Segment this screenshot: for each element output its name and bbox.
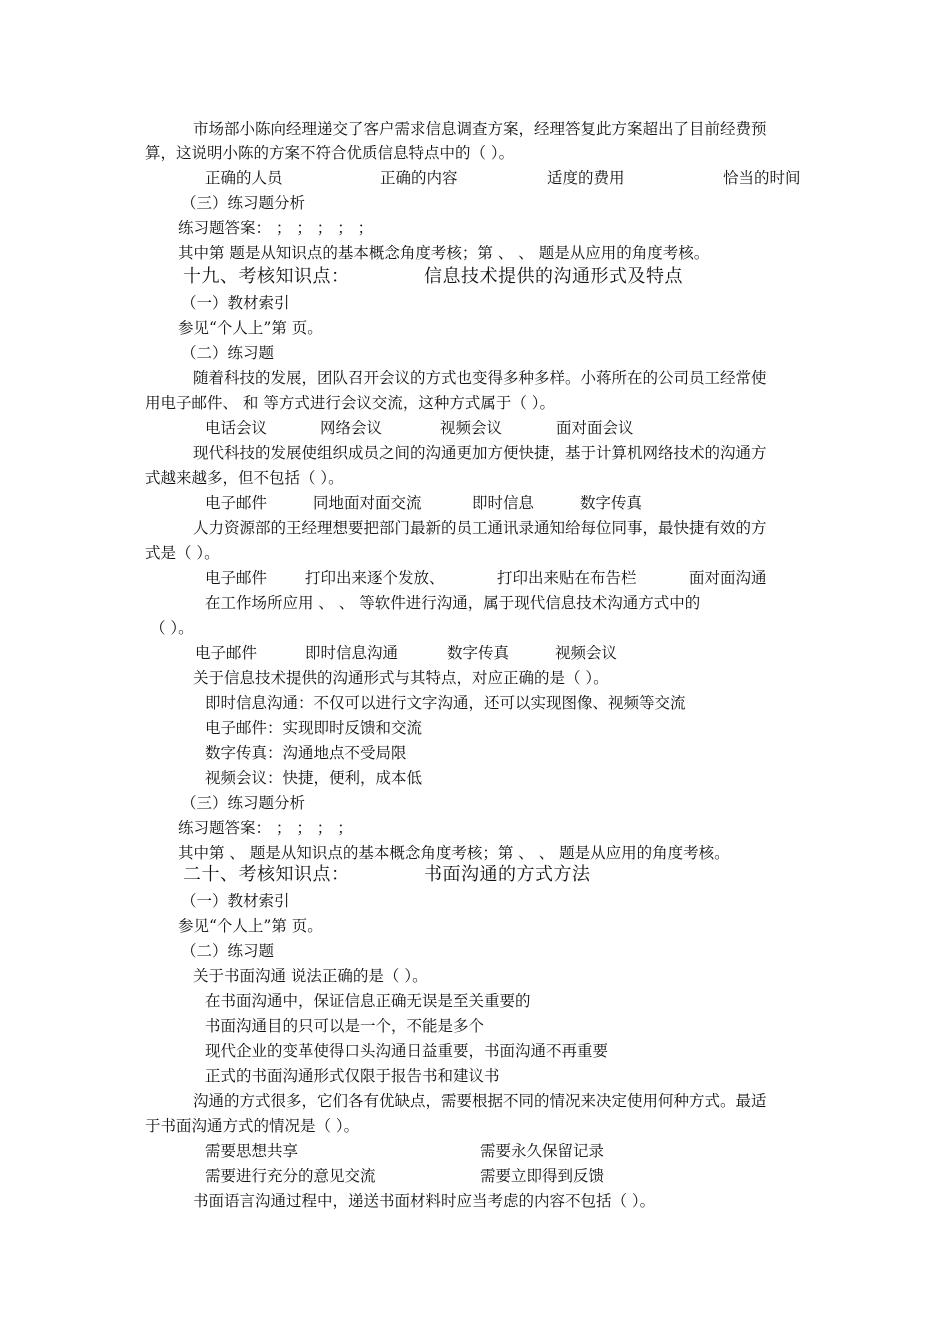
reference-line: 参见“个人上”第 页。 [178, 319, 323, 337]
section-title: （三）练习题分析 [181, 194, 306, 212]
option: 面对面沟通 [689, 569, 767, 587]
option: 视频会议 [440, 419, 503, 437]
option: 需要立即得到反馈 [480, 1167, 605, 1185]
option: 恰当的时间 [723, 169, 801, 187]
question-text: 式是（ ）。 [145, 544, 220, 562]
section-title: （二）练习题 [181, 344, 275, 362]
option: 数字传真 [447, 644, 510, 662]
option: 正确的内容 [380, 169, 458, 187]
question-text: 关于信息技术提供的沟通形式与其特点，对应正确的是（ ）。 [193, 669, 609, 687]
option: 在书面沟通中，保证信息正确无误是至关重要的 [205, 992, 531, 1010]
question-text: 沟通的方式很多，它们各有优缺点，需要根据不同的情况来决定使用何种方式。最适 [193, 1092, 767, 1110]
option: 书面沟通目的只可以是一个，不能是多个 [205, 1017, 485, 1035]
option: 需要思想共享 [205, 1142, 299, 1160]
answer-line: 练习题答案： ； ； ； ； ； [178, 219, 374, 237]
option: 即时信息沟通 [305, 644, 399, 662]
reference-line: 参见“个人上”第 页。 [178, 917, 323, 935]
heading-20-label: 二十、考核知识点： [183, 864, 350, 885]
option: 即时信息 [472, 494, 535, 512]
question-text: 市场部小陈向经理递交了客户需求信息调查方案，经理答复此方案超出了目前经费预 [193, 120, 767, 138]
option: 适度的费用 [547, 169, 625, 187]
option: 数字传真：沟通地点不受局限 [205, 744, 407, 762]
section-title: （二）练习题 [181, 942, 275, 960]
heading-19-title: 信息技术提供的沟通形式及特点 [424, 266, 683, 287]
option: 电子邮件：实现即时反馈和交流 [205, 719, 423, 737]
question-text: 式越来越多，但不包括（ ）。 [145, 469, 344, 487]
option: 打印出来逐个发放、 [305, 569, 445, 587]
analysis-note: 其中第 题是从知识点的基本概念角度考核；第 、 、 题是从应用的角度考核。 [178, 244, 710, 262]
option: 同地面对面交流 [313, 494, 422, 512]
option: 需要进行充分的意见交流 [205, 1167, 376, 1185]
section-title: （三）练习题分析 [181, 794, 306, 812]
option: 正确的人员 [205, 169, 283, 187]
heading-20-title: 书面沟通的方式方法 [424, 864, 591, 885]
section-title: （一）教材索引 [181, 892, 290, 910]
answer-line: 练习题答案： ； ； ； ； [178, 819, 353, 837]
section-title: （一）教材索引 [181, 294, 290, 312]
question-text: 现代科技的发展使组织成员之间的沟通更加方便快捷，基于计算机网络技术的沟通方 [193, 444, 767, 462]
option: 电子邮件 [205, 494, 268, 512]
question-text: 随着科技的发展，团队召开会议的方式也变得多种多样。小蒋所在的公司员工经常使 [193, 369, 767, 387]
option: 现代企业的变革使得口头沟通日益重要，书面沟通不再重要 [205, 1042, 609, 1060]
option: 电话会议 [205, 419, 268, 437]
option: 视频会议 [555, 644, 618, 662]
question-text: 关于书面沟通 说法正确的是（ ）。 [193, 967, 428, 985]
question-text: 书面语言沟通过程中，递送书面材料时应当考虑的内容不包括（ ）。 [193, 1192, 656, 1210]
question-text: 于书面沟通方式的情况是（ ）。 [145, 1117, 360, 1135]
option: 电子邮件 [205, 569, 268, 587]
option: 需要永久保留记录 [480, 1142, 605, 1160]
option: 网络会议 [320, 419, 383, 437]
option: 打印出来贴在布告栏 [497, 569, 637, 587]
analysis-note: 其中第 、 题是从知识点的基本概念角度考核；第 、 、 题是从应用的角度考核。 [178, 844, 730, 862]
question-text: 用电子邮件、 和 等方式进行会议交流，这种方式属于（ ）。 [145, 394, 556, 412]
question-text: 人力资源部的王经理想要把部门最新的员工通讯录通知给每位同事，最快捷有效的方 [193, 519, 767, 537]
option: 电子邮件 [195, 644, 258, 662]
question-text: 算，这说明小陈的方案不符合优质信息特点中的（ ）。 [145, 144, 515, 162]
question-text: （ ）。 [150, 619, 194, 637]
option: 视频会议：快捷，便利，成本低 [205, 769, 423, 787]
option: 数字传真 [580, 494, 643, 512]
question-text: 在工作场所应用 、 、 等软件进行沟通，属于现代信息技术沟通方式中的 [205, 594, 701, 612]
heading-19-label: 十九、考核知识点： [183, 266, 350, 287]
option: 正式的书面沟通形式仅限于报告书和建议书 [205, 1067, 500, 1085]
option: 即时信息沟通：不仅可以进行文字沟通，还可以实现图像、视频等交流 [205, 694, 686, 712]
option: 面对面会议 [556, 419, 634, 437]
